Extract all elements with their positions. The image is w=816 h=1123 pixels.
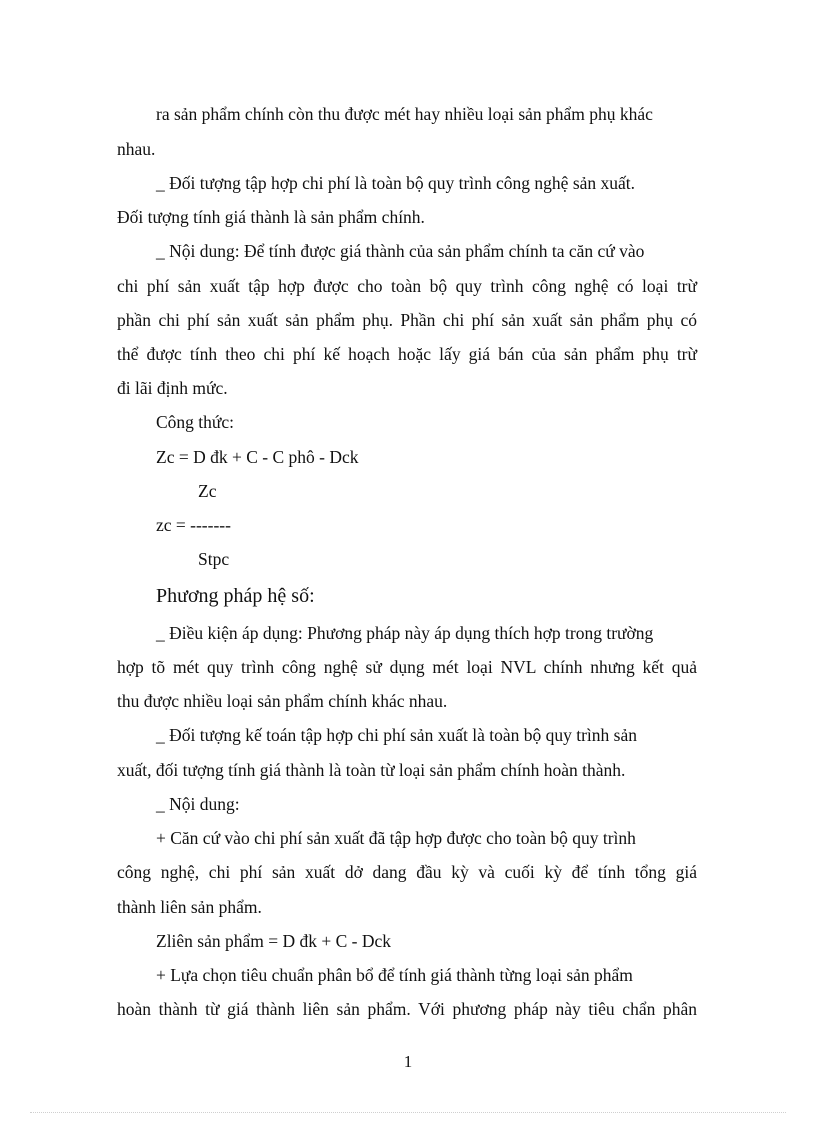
text-line: _ Nội dung: Để tính được giá thành của sản phẩm chính ta căn cứ vào — [156, 241, 645, 261]
formula-denominator: Stpc — [198, 549, 230, 569]
text-line: nhau. — [117, 139, 156, 159]
text-line: xuất, đối tượng tính giá thành là toàn từ loại sản phẩm chính hoàn thành. — [117, 760, 626, 780]
page-number: 1 — [403, 1052, 413, 1071]
text-line: _ Nội dung: — [156, 794, 240, 814]
text-line: _ Đối tượng kế toán tập hợp chi phí sản xuất là toàn bộ quy trình sản — [156, 725, 637, 745]
text-line: thể được tính theo chi phí kế hoạch hoặc lấy giá bán của sản phẩm phụ trừ — [117, 344, 697, 364]
text-line: + Lựa chọn tiêu chuẩn phân bổ để tính giá thành từng loại sản phẩm — [156, 965, 633, 985]
text-line: hoàn thành từ giá thành liên sản phẩm. Với phương pháp này tiêu chẩn phân — [117, 999, 697, 1019]
text-line: hợp tõ mét quy trình công nghệ sử dụng mét loại NVL chính nhưng kết quả — [117, 657, 697, 677]
text-line: thu được nhiều loại sản phẩm chính khác nhau. — [117, 691, 448, 711]
section-heading: Phương pháp hệ số: — [156, 585, 315, 607]
text-line: Đối tượng tính giá thành là sản phẩm chính. — [117, 207, 425, 227]
text-line: _ Đối tượng tập hợp chi phí là toàn bộ quy trình công nghệ sản xuất. — [156, 173, 636, 193]
text-line: ra sản phẩm chính còn thu được mét hay nhiều loại sản phẩm phụ khác — [156, 104, 653, 124]
formula-line: Zliên sản phẩm = D đk + C - Dck — [156, 931, 392, 951]
formula-line: zc = ------- — [156, 515, 231, 535]
text-line: chi phí sản xuất tập hợp được cho toàn bộ quy trình công nghệ có loại trừ — [117, 276, 697, 296]
text-line: Công thức: — [156, 412, 235, 432]
page-bottom-divider — [30, 1112, 786, 1113]
text-line: _ Điều kiện áp dụng: Phương pháp này áp dụng thích hợp trong trường — [156, 623, 654, 643]
text-line: + Căn cứ vào chi phí sản xuất đã tập hợp được cho toàn bộ quy trình — [156, 828, 636, 848]
formula-line: Zc = D đk + C - C phô - Dck — [156, 447, 359, 467]
text-line: thành liên sản phẩm. — [117, 897, 262, 917]
text-line: phần chi phí sản xuất sản phẩm phụ. Phần chi phí sản xuất sản phẩm phụ có — [117, 310, 697, 330]
text-line: công nghệ, chi phí sản xuất dở dang đầu kỳ và cuối kỳ để tính tổng giá — [117, 862, 697, 882]
formula-numerator: Zc — [198, 481, 217, 501]
text-line: đi lãi định mức. — [117, 378, 228, 398]
